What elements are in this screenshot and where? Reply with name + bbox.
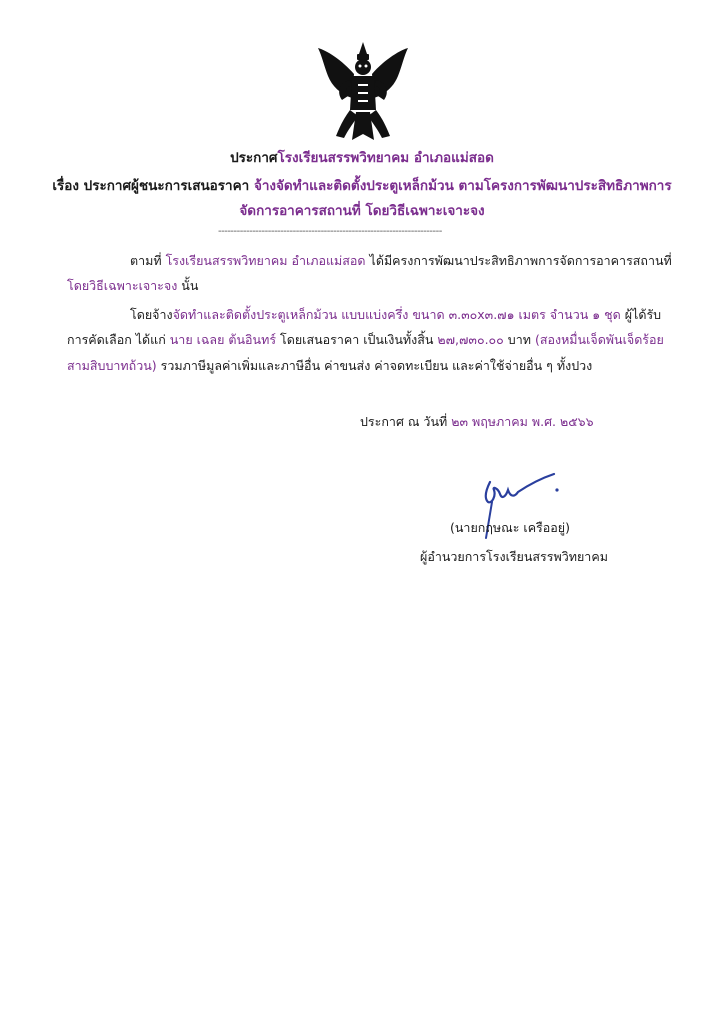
separator-line: ------------------------------------------------------------------------: [218, 226, 442, 237]
subject-continuation: จัดการอาคารสถานที่ โดยวิธีเฉพาะเจาะจง: [239, 203, 485, 219]
winner-name: นาย เฉลย ต้นอินทร์: [169, 332, 277, 347]
p2-prefix: โดยจ้าง: [130, 307, 173, 322]
paragraph-2-line-2: [67, 330, 664, 350]
p2-selected-label: การคัดเลือก ได้แก่: [67, 332, 170, 347]
school-name: โรงเรียนสรรพวิทยาคม อำเภอแม่สอด: [277, 150, 494, 166]
p1-end: นั้น: [177, 278, 199, 293]
p1-method: โดยวิธีเฉพาะเจาะจง: [67, 278, 178, 293]
date-value: ๒๓ พฤษภาคม พ.ศ. ๒๕๖๖: [451, 414, 594, 429]
signatory-position: ผู้อำนวยการโรงเรียนสรรพวิทยาคม: [420, 549, 608, 564]
paragraph-2-line-3: [67, 356, 592, 376]
signatory-name: (นายกฤษณะ เครืออยู่): [450, 520, 570, 535]
p1-prefix: ตามที่: [130, 253, 166, 268]
price-words-1: (สองหมื่นเจ็ดพันเจ็ดร้อย: [534, 332, 664, 347]
subject-text: จ้างจัดทำและติดตั้งประตูเหล็กม้วน ตามโครงการพัฒนาประสิทธิภาพการ: [253, 178, 672, 194]
price-amount: ๒๗,๗๓๐.๐๐: [437, 332, 504, 347]
subject-prefix: เรื่อง ประกาศผู้ชนะการเสนอราคา: [52, 178, 254, 194]
announcement-date: [360, 412, 594, 432]
title-prefix: ประกาศ: [230, 150, 278, 166]
paragraph-1-line-2: [67, 276, 198, 296]
announcement-subject: [0, 174, 724, 196]
paragraph-1-line-1: [130, 251, 672, 271]
p2-end: ผู้ได้รับ: [620, 307, 662, 322]
p1-rest: ได้มีครงการพัฒนาประสิทธิภาพการจัดการอาคารสถานที่: [365, 253, 672, 268]
garuda-emblem: [314, 40, 412, 144]
p2-price-label: โดยเสนอราคา เป็นเงินทั้งสิ้น: [276, 332, 438, 347]
p1-school: โรงเรียนสรรพวิทยาคม อำเภอแม่สอด: [165, 253, 366, 268]
announcement-title: [0, 146, 724, 168]
date-prefix: ประกาศ ณ วันที่: [360, 414, 452, 429]
paragraph-2-line-1: [130, 305, 661, 325]
p2-baht: บาท: [503, 332, 535, 347]
p2-tax-note: รวมภาษีมูลค่าเพิ่มและภาษีอื่น ค่าขนส่ง ค่าจดทะเบียน และค่าใช้จ่ายอื่น ๆ ทั้งปวง: [156, 358, 593, 373]
price-words-2: สามสิบบาทถ้วน): [67, 358, 157, 373]
p2-item: จัดทำและติดตั้งประตูเหล็กม้วน แบบแบ่งครึ่ง ขนาด ๓.๓๐x๓.๗๑ เมตร จำนวน ๑ ชุด: [172, 307, 621, 322]
